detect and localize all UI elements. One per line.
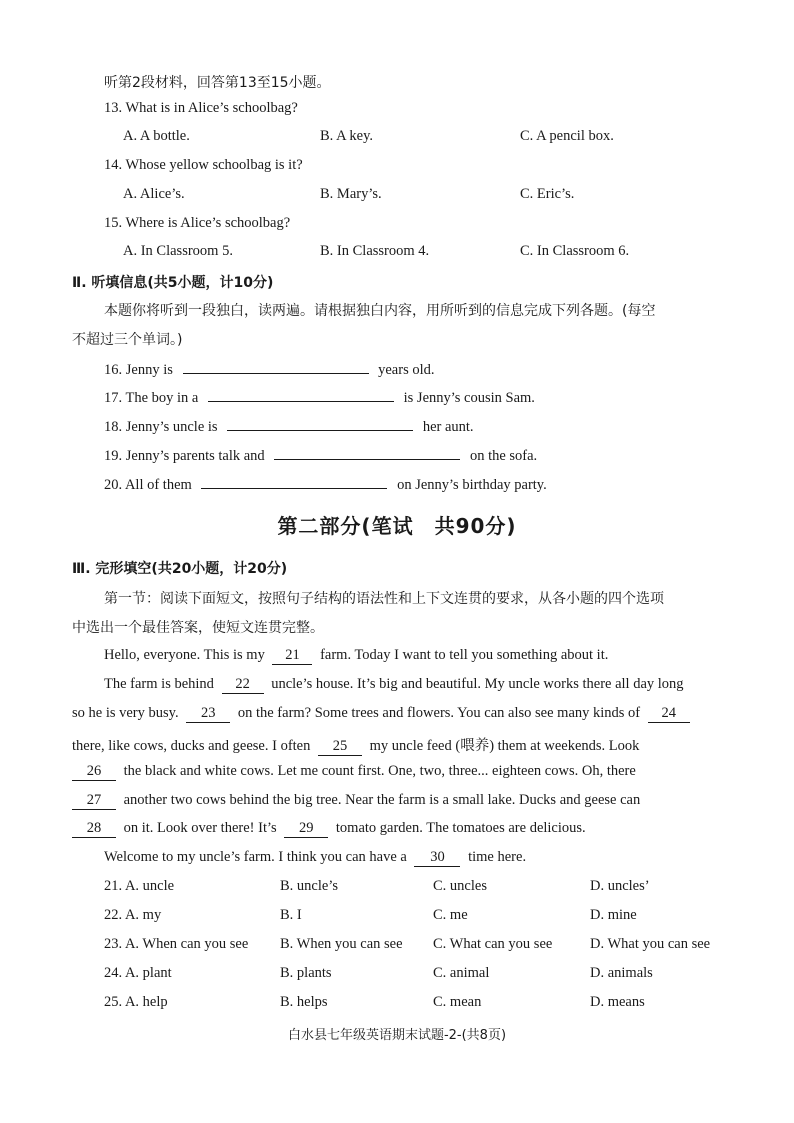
cloze-text: so he is very busy. — [72, 705, 179, 721]
q23-option-d: D. What you can see — [590, 936, 711, 952]
section-3-heading: Ⅲ. 完形填空(共20小题，计20分) — [72, 561, 288, 577]
cloze-blank-21[interactable]: 21 — [272, 647, 312, 665]
fill-item-19 — [104, 445, 537, 465]
cloze-text: tomato garden. The tomatoes are delicious. — [335, 820, 586, 836]
q24-option-b: B. plants — [280, 965, 332, 981]
cloze-line-7 — [72, 820, 586, 838]
cloze-blank-26[interactable]: 26 — [72, 763, 116, 781]
q13-option-b: B. A key. — [320, 128, 374, 144]
section-3-instruction-2: 中选出一个最佳答案，使短文连贯完整。 — [72, 620, 324, 636]
cloze-blank-25[interactable]: 25 — [318, 738, 362, 756]
cloze-blank-27[interactable]: 27 — [72, 792, 116, 810]
q13-option-a: A. A bottle. — [123, 128, 190, 144]
fill-item-19-after: on the sofa. — [469, 448, 538, 464]
cloze-blank-22[interactable]: 22 — [222, 676, 264, 694]
section-3-instruction-1: 第一节：阅读下面短文，按照句子结构的语法性和上下文连贯的要求，从各小题的四个选项 — [104, 591, 664, 607]
cloze-text: farm. Today I want to tell you something about it. — [320, 647, 609, 663]
fill-item-17-before: 17. The boy in a — [104, 390, 199, 406]
part-two-title: 第二部分(笔试 共90分) — [277, 514, 517, 538]
q22-option-a: 22. A. my — [104, 907, 162, 923]
q25-option-a: 25. A. help — [104, 994, 168, 1010]
q22-option-d: D. mine — [590, 907, 637, 923]
fill-item-17 — [104, 387, 535, 407]
listening-intro: 听第2段材料，回答第13至15小题。 — [104, 75, 331, 91]
cloze-text: my uncle feed (喂养) them at weekends. Look — [369, 738, 640, 754]
q13-option-c: C. A pencil box. — [520, 128, 614, 144]
q23-option-a: 23. A. When can you see — [104, 936, 249, 952]
cloze-line-4 — [72, 734, 639, 756]
q25-option-c: C. mean — [433, 994, 482, 1010]
fill-item-18-after: her aunt. — [422, 419, 474, 435]
q25-option-b: B. helps — [280, 994, 328, 1010]
q22-option-b: B. I — [280, 907, 302, 923]
q24-option-d: D. animals — [590, 965, 653, 981]
cloze-text: uncle’s house. It’s big and beautiful. My uncle works there all day long — [271, 676, 684, 692]
fill-item-16-after: years old. — [378, 362, 435, 378]
cloze-line-5 — [72, 763, 636, 781]
cloze-text: another two cows behind the big tree. Near the farm is a small lake. Ducks and geese can — [123, 792, 641, 808]
fill-blank-17[interactable] — [208, 387, 394, 402]
section-2-heading: Ⅱ. 听填信息(共5小题，计10分) — [72, 275, 274, 291]
cloze-blank-29[interactable]: 29 — [284, 820, 328, 838]
fill-item-17-after: is Jenny’s cousin Sam. — [403, 390, 535, 406]
fill-blank-19[interactable] — [274, 445, 460, 460]
q23-option-b: B. When you can see — [280, 936, 403, 952]
q14-option-a: A. Alice’s. — [123, 186, 185, 202]
q22-option-c: C. me — [433, 907, 468, 923]
fill-item-18 — [104, 416, 474, 436]
fill-blank-20[interactable] — [201, 474, 387, 489]
cloze-text: the black and white cows. Let me count first. One, two, three... eighteen cows. Oh, there — [123, 763, 636, 779]
q25-option-d: D. means — [590, 994, 645, 1010]
fill-item-16 — [104, 359, 435, 379]
section-2-instruction-1: 本题你将听到一段独白，读两遍。请根据独白内容，用所听到的信息完成下列各题。(每空 — [104, 303, 656, 319]
fill-item-20-before: 20. All of them — [104, 477, 192, 493]
cloze-text: The farm is behind — [104, 676, 214, 692]
fill-blank-16[interactable] — [183, 359, 369, 374]
q15-option-b: B. In Classroom 4. — [320, 243, 430, 259]
q21-option-a: 21. A. uncle — [104, 878, 175, 894]
question-14-stem: 14. Whose yellow schoolbag is it? — [104, 157, 303, 173]
cloze-blank-30[interactable]: 30 — [414, 849, 460, 867]
fill-item-20-after: on Jenny’s birthday party. — [397, 477, 547, 493]
question-15-stem: 15. Where is Alice’s schoolbag? — [104, 215, 291, 231]
q15-option-a: A. In Classroom 5. — [123, 243, 233, 259]
cloze-line-1 — [104, 647, 608, 665]
cloze-text: on the farm? Some trees and flowers. You can also see many kinds of — [237, 705, 641, 721]
cloze-line-3 — [72, 705, 690, 723]
q23-option-c: C. What can you see — [433, 936, 553, 952]
cloze-blank-23[interactable]: 23 — [186, 705, 230, 723]
cloze-text: time here. — [468, 849, 527, 865]
q14-option-c: C. Eric’s. — [520, 186, 575, 202]
q24-option-a: 24. A. plant — [104, 965, 172, 981]
q15-option-c: C. In Classroom 6. — [520, 243, 630, 259]
question-13-stem: 13. What is in Alice’s schoolbag? — [104, 100, 298, 116]
fill-item-20 — [104, 474, 547, 494]
fill-blank-18[interactable] — [227, 416, 413, 431]
fill-item-19-before: 19. Jenny’s parents talk and — [104, 448, 265, 464]
cloze-text: there, like cows, ducks and geese. I often — [72, 738, 311, 754]
fill-item-18-before: 18. Jenny’s uncle is — [104, 419, 218, 435]
page-footer: 白水县七年级英语期末试题-2-(共8页) — [287, 1028, 507, 1043]
q21-option-b: B. uncle’s — [280, 878, 338, 894]
q21-option-c: C. uncles — [433, 878, 487, 894]
cloze-blank-24[interactable]: 24 — [648, 705, 690, 723]
section-2-instruction-2: 不超过三个单词。) — [72, 332, 183, 348]
cloze-text: on it. Look over there! It’s — [123, 820, 277, 836]
cloze-line-2 — [104, 676, 684, 694]
cloze-text: Hello, everyone. This is my — [104, 647, 265, 663]
q24-option-c: C. animal — [433, 965, 490, 981]
cloze-text: Welcome to my uncle’s farm. I think you can have a — [104, 849, 407, 865]
q14-option-b: B. Mary’s. — [320, 186, 382, 202]
q21-option-d: D. uncles’ — [590, 878, 650, 894]
cloze-line-8 — [104, 849, 526, 867]
fill-item-16-before: 16. Jenny is — [104, 362, 173, 378]
cloze-line-6 — [72, 792, 640, 810]
cloze-blank-28[interactable]: 28 — [72, 820, 116, 838]
